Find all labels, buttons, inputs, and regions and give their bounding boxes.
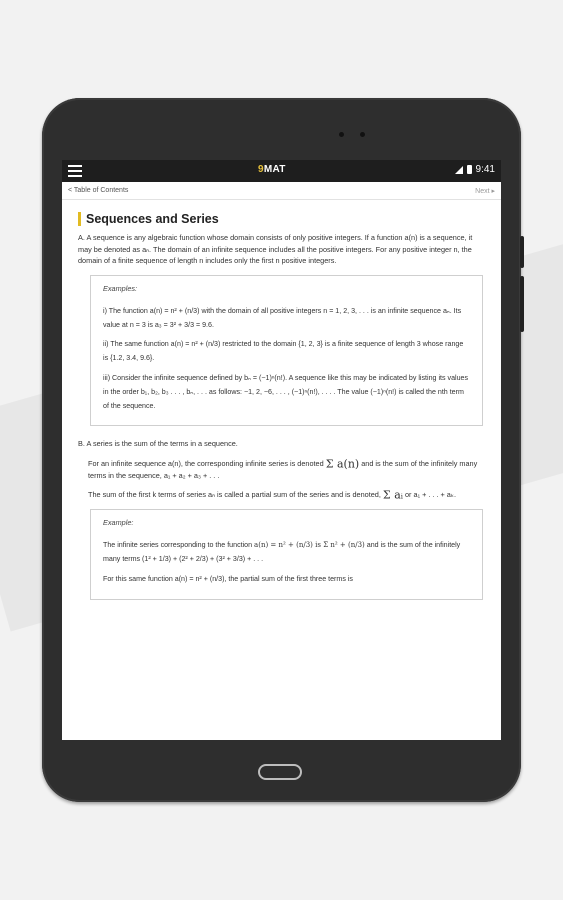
lesson-content <box>62 212 501 600</box>
section-a-text: A. A sequence is any algebraic function whose domain consists of only positive integers. If a function a(n) is a sequence, it may be denoted as aₙ. The domain of an infinite sequence includes all the positive integers. For any positive integer n, the domain of a finite sequence of length n includes only the first n positive integers. <box>78 233 473 266</box>
power-button[interactable] <box>520 276 524 332</box>
infinite-series-paragraph: For an infinite sequence a(n), the corresponding infinite series is denoted Σ a(n) and is the sum of the infinitely many terms in the sequence, a₁ + a₂ + a₃ + . . . <box>88 457 478 480</box>
home-button[interactable] <box>258 764 302 780</box>
status-bar <box>455 164 495 175</box>
tablet-frame <box>42 98 521 802</box>
volume-button[interactable] <box>520 236 524 268</box>
section-b-text: B. A series is the sum of the terms in a sequence. <box>78 439 238 449</box>
examples-label: Examples: <box>103 283 138 293</box>
app-screen <box>62 160 501 740</box>
clock: 9:41 <box>475 164 495 175</box>
example-line: For this same function a(n) = n² + (n/3), the partial sum of the first three terms is <box>103 574 353 583</box>
camera-icon <box>339 132 344 137</box>
example-item: iii) Consider the infinite sequence defined by bₙ = (−1)ⁿ(n!). A sequence like this may be indicated by listing its values in the order b₁, b₂, b₃ . . . , bₙ, . . . as follows: −1, 2, −6, . . . , (−1)ⁿ(n!), . . . . The value (−1)ⁿ(n!) is called the nth term of the sequence. <box>103 373 469 410</box>
partial-sum-paragraph: The sum of the first k terms of series aₙ is called a partial sum of the series and is denoted, Σ aᵢ or a₁ + . . . + aₖ. <box>88 488 456 502</box>
example-item: ii) The same function a(n) = n² + (n/3) restricted to the domain {1, 2, 3} is a finite sequence of length 3 whose range is {1.2, 3.4, 9.6}. <box>103 340 464 363</box>
sensor-icon <box>360 132 365 137</box>
example-label: Example: <box>103 518 134 528</box>
battery-icon <box>467 165 472 174</box>
example-line: The infinite series corresponding to the function a(n) = n² + (n/3) is Σ n² + (n/3) and is the sum of the infinitely many terms (1² + 1/3) + (2² + 2/3) + (3² + 3/3) + . . . <box>103 541 461 564</box>
section-b-details <box>78 458 483 501</box>
partial-sum-symbol: Σ aᵢ <box>382 488 403 502</box>
next-link[interactable]: Next ▸ <box>475 188 495 195</box>
examples-box <box>90 275 483 427</box>
app-logo: 9MAT <box>258 164 286 175</box>
app-bar <box>62 160 501 182</box>
example-box <box>90 509 483 599</box>
content-navbar <box>62 182 501 200</box>
example-item: i) The function a(n) = n² + (n/3) with the domain of all positive integers n = 1, 2, 3, . . . is an infinite sequence aₙ. Its value at n = 3 is a₃ = 3² + 3/3 = 9.6. <box>103 306 462 329</box>
page-title: Sequences and Series <box>78 212 483 226</box>
back-to-contents-link[interactable]: < Table of Contents <box>68 187 129 194</box>
hamburger-menu-icon[interactable] <box>68 165 82 177</box>
signal-icon <box>455 166 463 174</box>
sum-symbol: Σ a(n) <box>325 457 360 471</box>
